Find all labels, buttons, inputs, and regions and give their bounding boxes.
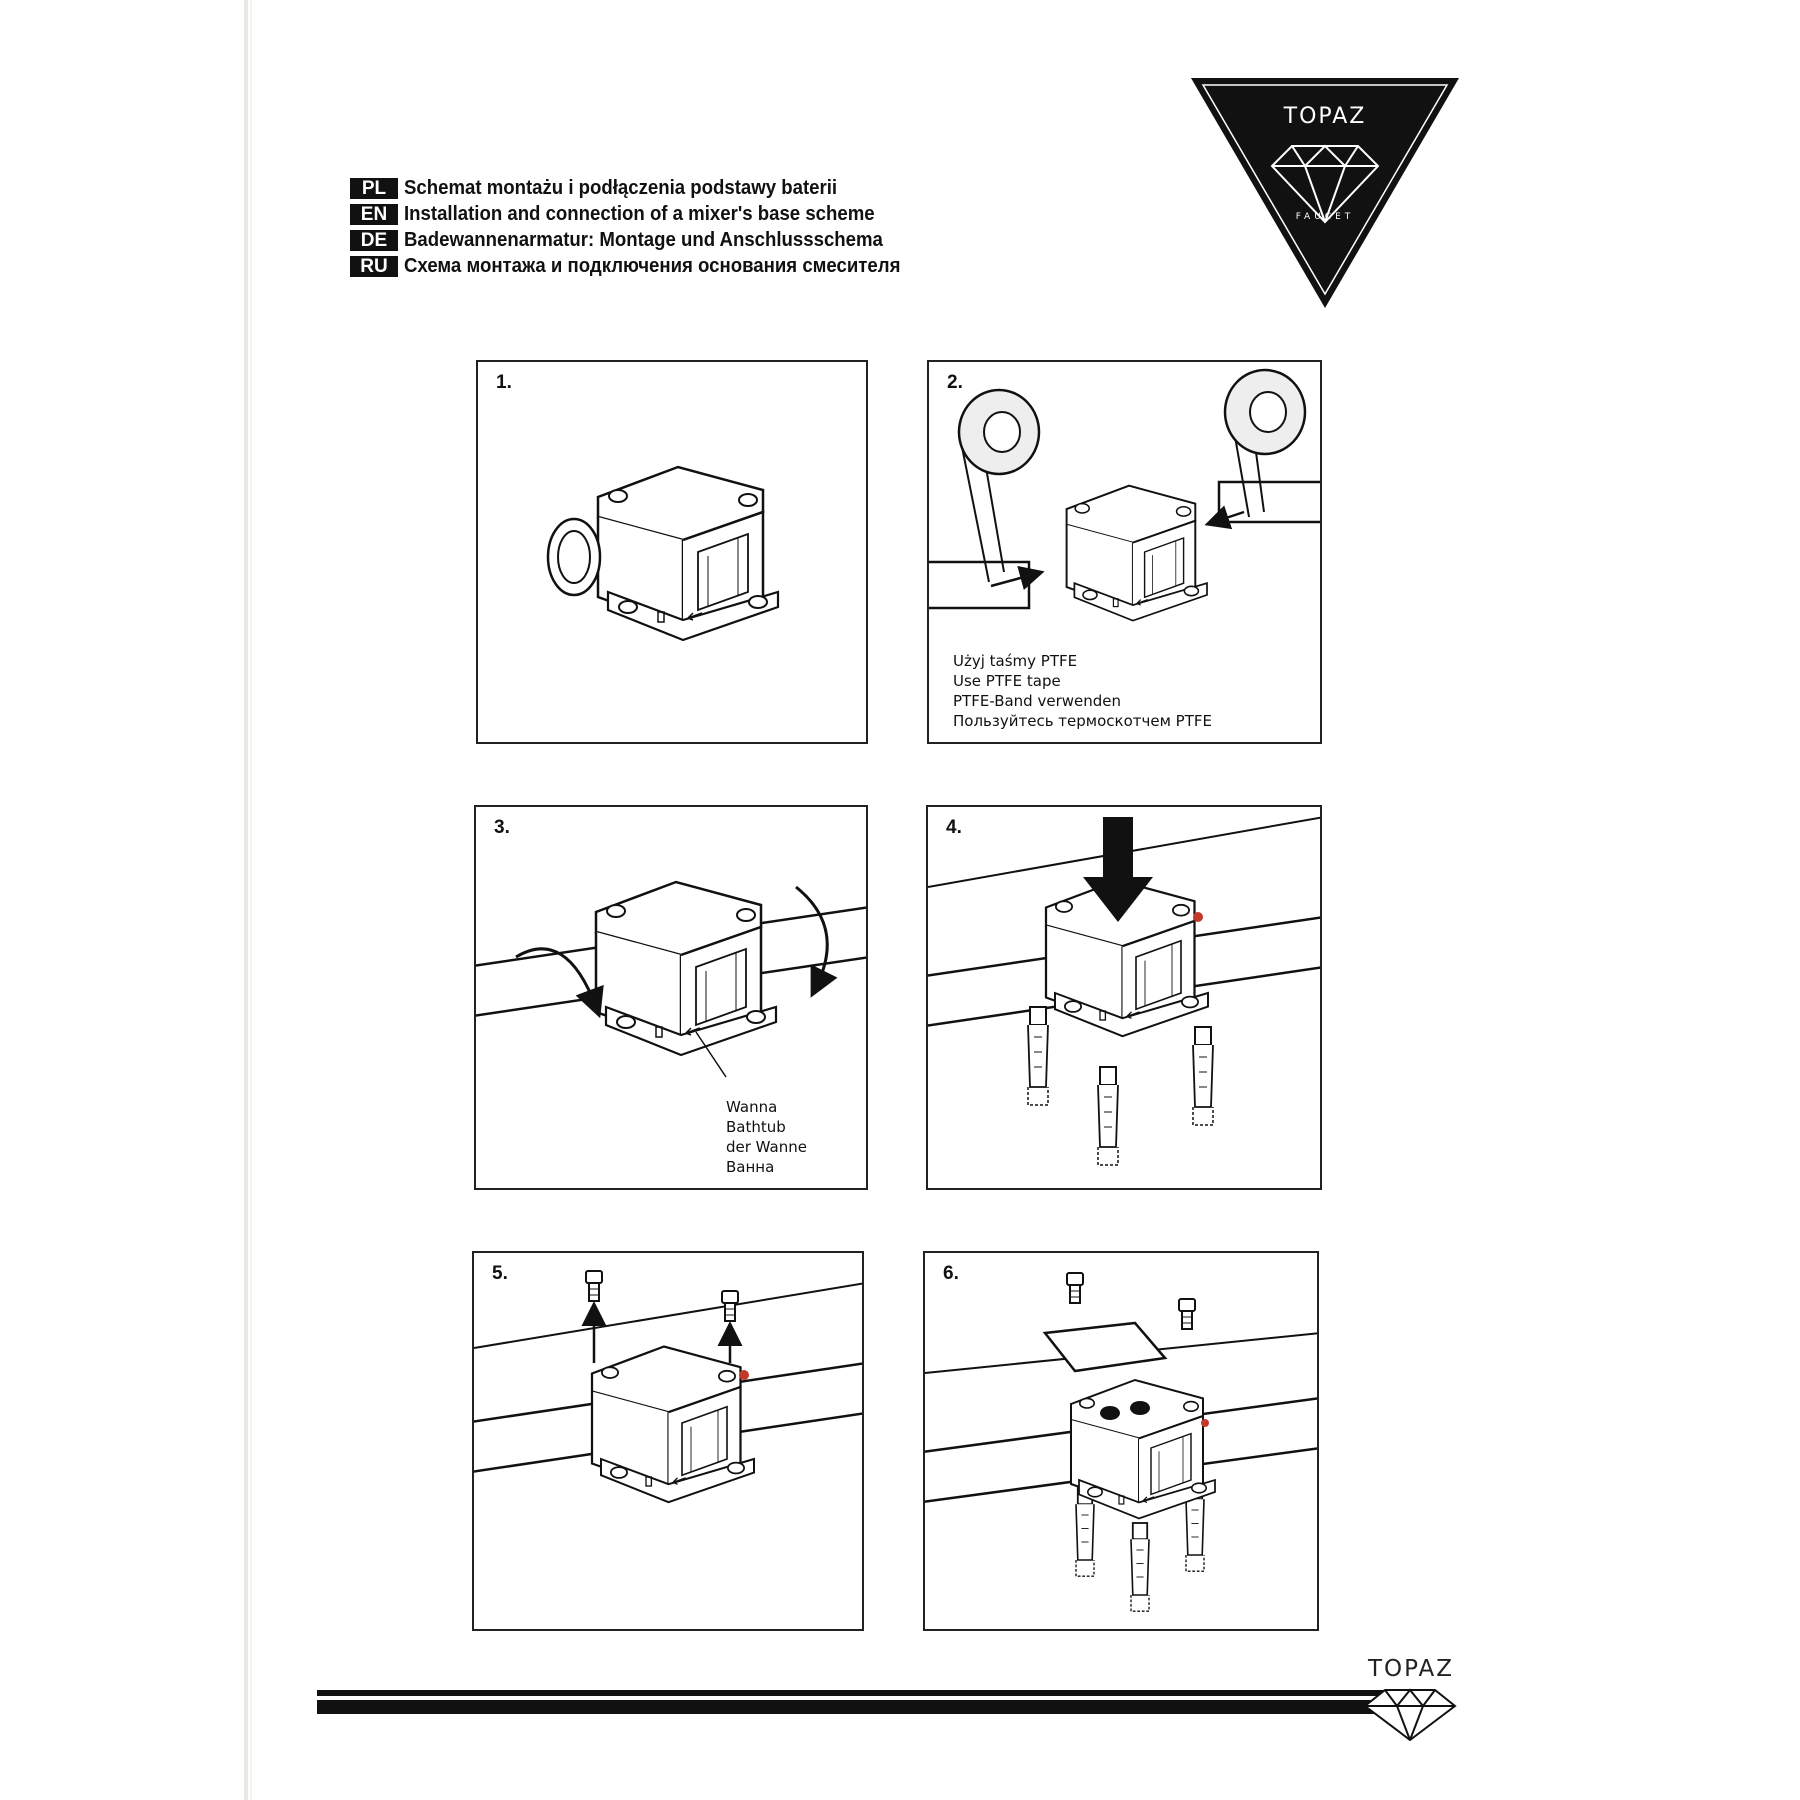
logo-subtitle: FAUCET: [1295, 212, 1355, 222]
step-panel-3: [474, 805, 868, 1190]
caption-en: Bathtub: [726, 1118, 786, 1136]
step-panel-1: [476, 360, 868, 744]
pipe-connection-illustration: [476, 807, 868, 1190]
binding-edge: [244, 0, 248, 1800]
lang-title: Схема монтажа и подключения основания смесителя: [404, 255, 901, 277]
logo-brand: TOPAZ: [1283, 104, 1367, 129]
step-number: 5.: [492, 1263, 508, 1284]
lang-code: RU: [350, 256, 398, 277]
step-number: 6.: [943, 1263, 959, 1284]
lang-code: PL: [350, 178, 398, 199]
language-titles: [350, 176, 938, 280]
caption-ru: Ванна: [726, 1158, 775, 1176]
lang-title: Installation and connection of a mixer's base scheme: [404, 203, 875, 225]
ptfe-caption: [953, 651, 1212, 731]
lang-title: Schemat montażu i podłączenia podstawy baterii: [404, 177, 838, 199]
step-panel-2: [927, 360, 1322, 744]
step-number: 4.: [946, 817, 962, 838]
lang-row-ru: [350, 254, 938, 279]
mixer-base-illustration: [478, 362, 868, 744]
caption-ru: Пользуйтесь термоскотчем PTFE: [953, 712, 1212, 730]
cover-plate-removal-illustration: [925, 1253, 1319, 1631]
caption-pl: Wanna: [726, 1098, 778, 1116]
footer-bar: [317, 1690, 1422, 1714]
diamond-icon: [1355, 1684, 1465, 1744]
binding-edge-shadow: [250, 0, 252, 1800]
step-number: 3.: [494, 817, 510, 838]
step-panel-5: [472, 1251, 864, 1631]
caption-de: PTFE-Band verwenden: [953, 692, 1122, 710]
caption-de: der Wanne: [726, 1138, 807, 1156]
bathtub-caption: [726, 1097, 807, 1177]
lang-code: EN: [350, 204, 398, 225]
screw-removal-illustration: [474, 1253, 864, 1631]
cover-plate: [1045, 1323, 1165, 1371]
footer-brand: TOPAZ: [1368, 1656, 1455, 1682]
lang-title: Badewannenarmatur: Montage und Anschlussschema: [404, 229, 883, 251]
step-number: 1.: [496, 372, 512, 393]
caption-pl: Użyj taśmy PTFE: [953, 652, 1078, 670]
lang-code: DE: [350, 230, 398, 251]
step-number: 2.: [947, 372, 963, 393]
topaz-logo: [1185, 74, 1465, 314]
lang-row-de: [350, 228, 938, 253]
caption-en: Use PTFE tape: [953, 672, 1061, 690]
lang-row-pl: [350, 176, 938, 201]
tape-roll-left-icon: [959, 390, 1039, 582]
step-panel-4: [926, 805, 1322, 1190]
step-panel-6: [923, 1251, 1319, 1631]
anchor-install-illustration: [928, 807, 1322, 1190]
lang-row-en: [350, 202, 938, 227]
